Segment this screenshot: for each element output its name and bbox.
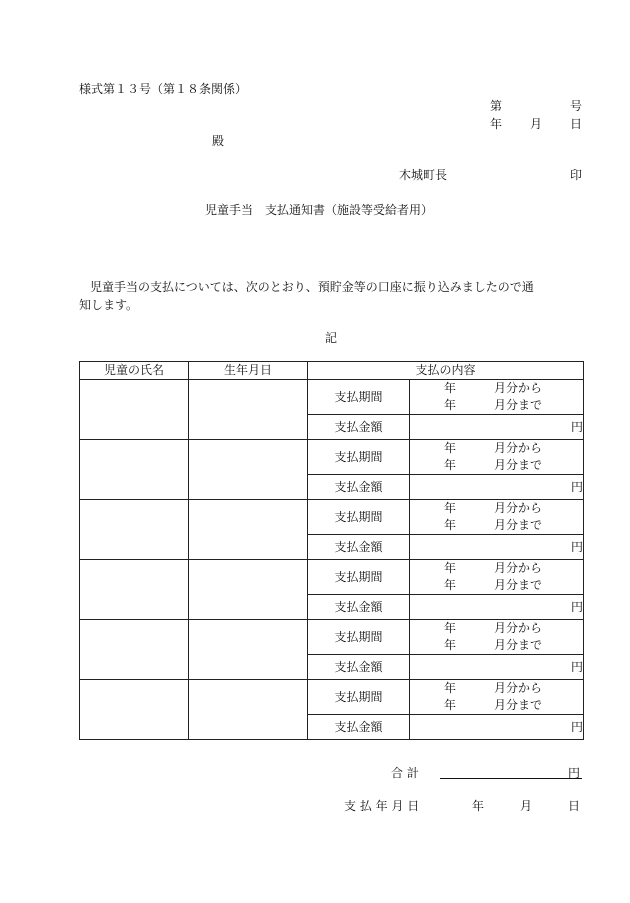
ki-heading: 記 <box>325 331 338 345</box>
body-text-line-2: 知します。 <box>79 298 139 312</box>
period-to-year: 年 <box>443 398 456 413</box>
period-from-month: 月分から <box>493 381 542 396</box>
period-from-year: 年 <box>443 441 456 456</box>
header-payment-content: 支払の内容 <box>308 362 584 380</box>
period-to-month: 月分まで <box>493 578 542 593</box>
table-row <box>80 500 584 535</box>
period-to-month: 月分まで <box>493 638 542 653</box>
period-to-year: 年 <box>443 518 456 533</box>
period-label: 支払期間 <box>308 680 410 715</box>
period-cell <box>410 380 584 415</box>
period-from-year: 年 <box>443 381 456 396</box>
addressee-honorific: 殿 <box>212 134 225 148</box>
period-label: 支払期間 <box>308 560 410 595</box>
payment-table <box>79 361 584 740</box>
issuer: 木城町長 <box>399 168 448 182</box>
amount-cell: 円 <box>410 655 584 680</box>
birthdate-cell <box>189 560 308 620</box>
doc-number-prefix: 第 <box>490 99 503 113</box>
period-from-month: 月分から <box>493 441 542 456</box>
child-name-cell <box>80 620 189 680</box>
header-birthdate: 生年月日 <box>189 362 308 380</box>
child-name-cell <box>80 380 189 440</box>
period-cell <box>410 560 584 595</box>
child-name-cell <box>80 500 189 560</box>
amount-cell: 円 <box>410 415 584 440</box>
amount-label: 支払金額 <box>308 715 410 740</box>
date-month: 月 <box>530 117 543 131</box>
period-cell <box>410 680 584 715</box>
payment-date-label: 支 払 年 月 日 <box>344 799 420 813</box>
period-from-year: 年 <box>443 501 456 516</box>
period-from-year: 年 <box>443 621 456 636</box>
period-to-month: 月分まで <box>493 458 542 473</box>
period-label: 支払期間 <box>308 500 410 535</box>
doc-number-suffix: 号 <box>570 99 583 113</box>
period-label: 支払期間 <box>308 620 410 655</box>
birthdate-cell <box>189 500 308 560</box>
child-name-cell <box>80 560 189 620</box>
period-from-month: 月分から <box>493 561 542 576</box>
total-underline <box>440 778 582 779</box>
payment-date-year: 年 <box>472 799 485 813</box>
period-from-year: 年 <box>443 561 456 576</box>
amount-cell: 円 <box>410 535 584 560</box>
table-header-row <box>80 362 584 380</box>
birthdate-cell <box>189 680 308 740</box>
date-day: 日 <box>570 117 583 131</box>
birthdate-cell <box>189 620 308 680</box>
period-cell <box>410 500 584 535</box>
period-to-month: 月分まで <box>493 398 542 413</box>
seal-mark: 印 <box>570 168 583 182</box>
amount-cell: 円 <box>410 475 584 500</box>
period-to-month: 月分まで <box>493 518 542 533</box>
header-child-name: 児童の氏名 <box>80 362 189 380</box>
period-to-year: 年 <box>443 638 456 653</box>
period-to-month: 月分まで <box>493 698 542 713</box>
amount-label: 支払金額 <box>308 415 410 440</box>
child-name-cell <box>80 680 189 740</box>
date-year: 年 <box>490 117 503 131</box>
table-row <box>80 440 584 475</box>
birthdate-cell <box>189 440 308 500</box>
period-label: 支払期間 <box>308 380 410 415</box>
table-row <box>80 560 584 595</box>
table-row <box>80 620 584 655</box>
payment-date-month: 月 <box>520 799 533 813</box>
amount-label: 支払金額 <box>308 535 410 560</box>
total-label: 合 計 <box>391 766 419 780</box>
form-number: 様式第１３号（第１８条関係） <box>79 82 248 96</box>
period-to-year: 年 <box>443 698 456 713</box>
period-from-month: 月分から <box>493 681 542 696</box>
period-from-month: 月分から <box>493 621 542 636</box>
document-title: 児童手当 支払通知書（施設等受給者用） <box>205 203 434 217</box>
amount-cell: 円 <box>410 595 584 620</box>
body-text-line-1: 児童手当の支払については、次のとおり、預貯金等の口座に振り込みましたので通 <box>90 280 534 294</box>
child-name-cell <box>80 440 189 500</box>
payment-date-day: 日 <box>568 799 581 813</box>
amount-label: 支払金額 <box>308 475 410 500</box>
period-label: 支払期間 <box>308 440 410 475</box>
amount-label: 支払金額 <box>308 595 410 620</box>
amount-label: 支払金額 <box>308 655 410 680</box>
period-cell <box>410 620 584 655</box>
period-to-year: 年 <box>443 458 456 473</box>
amount-cell: 円 <box>410 715 584 740</box>
period-from-month: 月分から <box>493 501 542 516</box>
period-to-year: 年 <box>443 578 456 593</box>
period-from-year: 年 <box>443 681 456 696</box>
birthdate-cell <box>189 380 308 440</box>
table-row <box>80 380 584 415</box>
table-row <box>80 680 584 715</box>
total-yen: 円 <box>568 766 581 780</box>
period-cell <box>410 440 584 475</box>
